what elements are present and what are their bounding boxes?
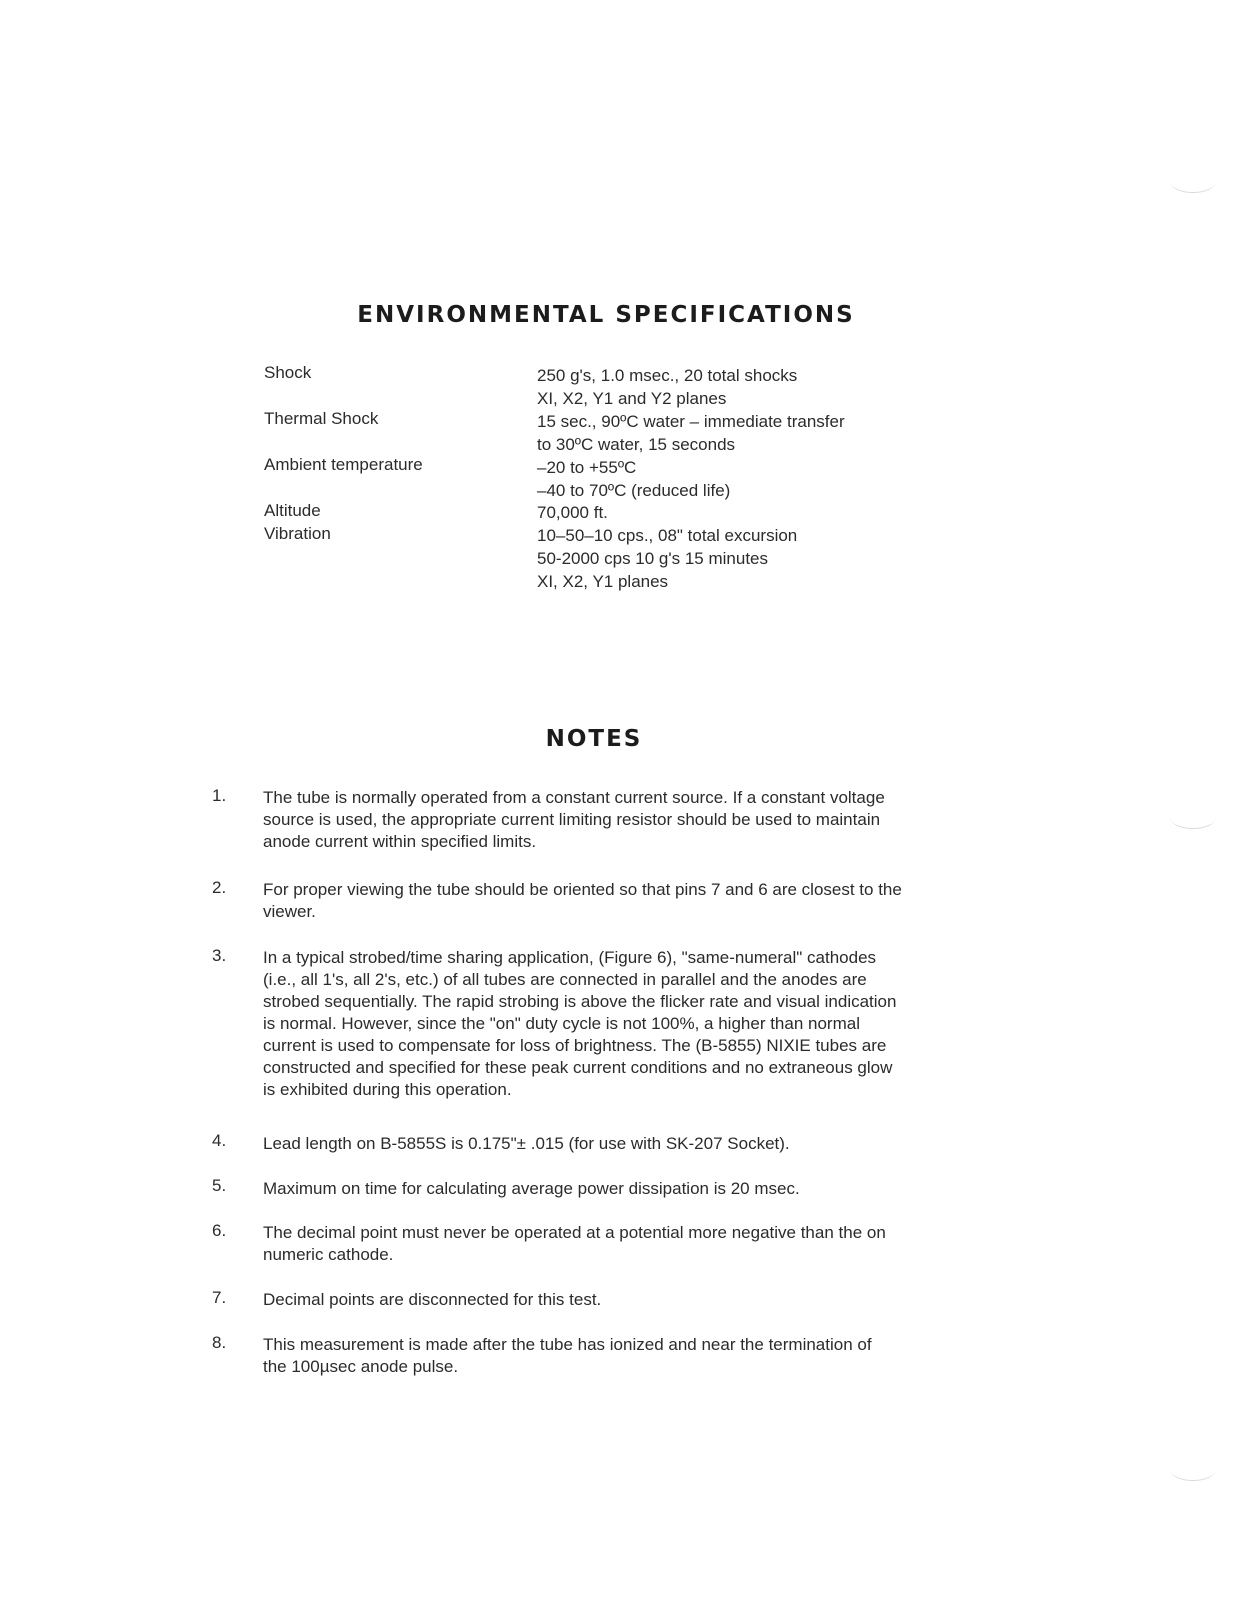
note-text [263, 879, 1023, 923]
note-line: The tube is normally operated from a constant current source. If a constant voltage [263, 788, 885, 807]
note-number: 6. [212, 1221, 227, 1240]
note-line: Decimal points are disconnected for this test. [263, 1290, 602, 1309]
notes-heading: NOTES [545, 726, 643, 752]
binder-hole-mark-top [1170, 170, 1216, 193]
note-text [263, 1133, 1023, 1155]
spec-value-thermal-shock-1: 15 sec., 90ºC water – immediate transfer [537, 412, 845, 431]
note-line: constructed and specified for these peak current conditions and no extraneous glow [263, 1058, 893, 1077]
note-line: In a typical strobed/time sharing application, (Figure 6), "same-numeral" cathodes [263, 948, 877, 967]
spec-label-vibration: Vibration [264, 524, 331, 543]
note-line: the 100µsec anode pulse. [263, 1357, 459, 1376]
note-text [263, 1178, 1023, 1200]
note-line: source is used, the appropriate current limiting resistor should be used to maintain [263, 810, 881, 829]
note-text [263, 947, 1023, 1101]
spec-value-vibration-3: XI, X2, Y1 planes [537, 572, 669, 591]
spec-label-shock: Shock [264, 363, 312, 382]
spec-value-vibration-1: 10–50–10 cps., 08" total excursion [537, 526, 798, 545]
note-number: 3. [212, 946, 227, 965]
note-line: anode current within specified limits. [263, 832, 537, 851]
spec-value-shock-2: XI, X2, Y1 and Y2 planes [537, 389, 727, 408]
spec-label-ambient-temperature: Ambient temperature [264, 455, 423, 474]
note-line: is normal. However, since the "on" duty cycle is not 100%, a higher than normal [263, 1014, 860, 1033]
note-text [263, 1222, 1023, 1266]
note-number: 4. [212, 1131, 227, 1150]
note-line: This measurement is made after the tube has ionized and near the termination of [263, 1335, 872, 1354]
note-line: strobed sequentially. The rapid strobing is above the flicker rate and visual indication [263, 992, 897, 1011]
note-number: 8. [212, 1333, 227, 1352]
note-number: 7. [212, 1288, 227, 1307]
note-line: Maximum on time for calculating average power dissipation is 20 msec. [263, 1179, 800, 1198]
note-line: (i.e., all 1's, all 2's, etc.) of all tubes are connected in parallel and the anodes are [263, 970, 867, 989]
note-number: 2. [212, 878, 227, 897]
note-line: current is used to compensate for loss of brightness. The (B-5855) NIXIE tubes are [263, 1036, 887, 1055]
note-number: 1. [212, 786, 227, 805]
spec-label-altitude: Altitude [264, 501, 321, 520]
note-line: numeric cathode. [263, 1245, 394, 1264]
binder-hole-mark-middle [1170, 806, 1216, 829]
note-line: is exhibited during this operation. [263, 1080, 512, 1099]
environmental-specifications-heading: ENVIRONMENTAL SPECIFICATIONS [357, 302, 855, 328]
note-text [263, 1334, 1023, 1378]
binder-hole-mark-bottom [1170, 1458, 1216, 1481]
spec-value-altitude: 70,000 ft. [537, 503, 608, 522]
note-text [263, 787, 1023, 853]
spec-value-ambient-1: –20 to +55ºC [537, 458, 637, 477]
note-line: viewer. [263, 902, 316, 921]
note-line: The decimal point must never be operated at a potential more negative than the on [263, 1223, 886, 1242]
note-line: For proper viewing the tube should be oriented so that pins 7 and 6 are closest to the [263, 880, 902, 899]
spec-value-shock-1: 250 g's, 1.0 msec., 20 total shocks [537, 366, 798, 385]
spec-value-ambient-2: –40 to 70ºC (reduced life) [537, 481, 731, 500]
note-line: Lead length on B-5855S is 0.175"± .015 (for use with SK-207 Socket). [263, 1134, 790, 1153]
spec-value-thermal-shock-2: to 30ºC water, 15 seconds [537, 435, 736, 454]
note-number: 5. [212, 1176, 227, 1195]
note-text [263, 1289, 1023, 1311]
spec-label-thermal-shock: Thermal Shock [264, 409, 379, 428]
spec-value-vibration-2: 50-2000 cps 10 g's 15 minutes [537, 549, 769, 568]
